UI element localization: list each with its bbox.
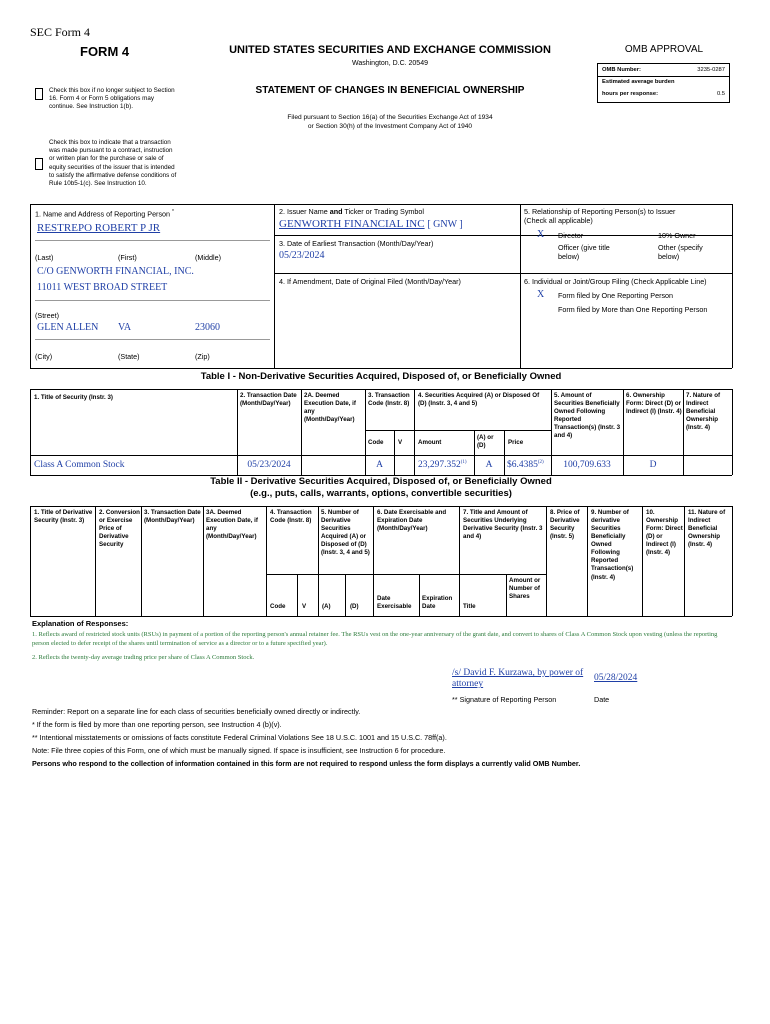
t2-col-derivative-owned: 9. Number of derivative Securities Beneficially Owned Following Reported Transaction(s) (Instr. 4)	[591, 509, 634, 581]
t1-sub-amount: Amount	[418, 439, 442, 446]
director-label: Director	[558, 231, 584, 240]
t2-sub-code: Code	[270, 603, 286, 610]
footnote-2: 2. Reflects the twenty-day average trading price per share of Class A Common Stock.	[32, 654, 255, 661]
t1-sub-aord: (A) or (D)	[477, 434, 494, 450]
t2-col-date: 3. Transaction Date (Month/Day/Year)	[144, 509, 201, 525]
last-label: (Last)	[35, 253, 54, 262]
box3-label: 3. Date of Earliest Transaction (Month/Day/Year)	[279, 239, 434, 248]
box1-label: 1. Name and Address of Reporting Person *	[35, 209, 174, 219]
t2-col-price: 8. Price of Derivative Security (Instr. 5)	[550, 509, 580, 541]
t2-col-nature: 11. Nature of Indirect Beneficial Ownership (Instr. 4)	[688, 509, 726, 549]
table1-title: Table I - Non-Derivative Securities Acquired, Disposed of, or Beneficially Owned	[200, 371, 562, 382]
t2-col-title: 1. Title of Derivative Security (Instr. 3)	[34, 509, 93, 525]
earliest-transaction-date: 05/23/2024	[279, 250, 325, 261]
note-instruction: * If the form is filed by more than one reporting person, see Instruction 4 (b)(v).	[32, 720, 282, 729]
checkbox1-text: Check this box if no longer subject to Section 16. Form 4 or Form 5 obligations may continue. See Instruction 1(b).	[49, 87, 175, 111]
reporting-person-name[interactable]: RESTREPO ROBERT P JR	[37, 222, 161, 234]
box4-label: 4. If Amendment, Date of Original Filed (Month/Day/Year)	[279, 277, 461, 286]
table2-title: Table II - Derivative Securities Acquired, Disposed of, or Beneficially Owned (e.g., puts, calls, warrants, options, convertible securities)	[210, 476, 552, 500]
city-value: GLEN ALLEN	[37, 322, 99, 333]
footnote-1: 1. Reflects award of restricted stock units (RSUs) in payment of a portion of the reporting person's annual retainer fee. The RSUs vest on the one-year anniversary of the grant date, and convert to shares of Class A Common Stock upon vesting (unless the reporting person elected to defer receipt of the shares until termination of service as a director or to a future specified year).	[32, 631, 718, 647]
address-line-1: C/O GENWORTH FINANCIAL, INC.	[37, 266, 194, 277]
note-reminder: Reminder: Report on a separate line for each class of securities beneficially owned directly or indirectly.	[32, 707, 361, 716]
date-label: Date	[594, 695, 610, 704]
top-label: SEC Form 4	[30, 25, 91, 39]
t1-col-code: 3. Transaction Code (Instr. 8)	[368, 392, 410, 408]
t2-sub-amount: Amount or Number of Shares	[509, 577, 541, 601]
agency-title: UNITED STATES SECURITIES AND EXCHANGE COMMISSION	[229, 44, 551, 56]
t2-col-exercisable: 6. Date Exercisable and Expiration Date (Month/Day/Year)	[377, 509, 447, 533]
rule-10b5-checkbox[interactable]	[35, 158, 43, 170]
middle-label: (Middle)	[195, 253, 221, 262]
signature-label: ** Signature of Reporting Person	[452, 695, 557, 704]
t2-sub-date-exercisable: Date Exercisable	[377, 595, 412, 611]
t1-sub-price: Price	[508, 439, 524, 446]
t2-sub-d: (D)	[350, 603, 359, 610]
t1-col-owned: 5. Amount of Securities Beneficially Owned Following Reported Transaction(s) (Instr. 3 and 4)	[554, 392, 621, 440]
box6-label: 6. Individual or Joint/Group Filing (Check Applicable Line)	[524, 277, 707, 286]
city-label: (City)	[35, 352, 53, 361]
first-label: (First)	[118, 253, 137, 262]
signature-name: /s/ David F. Kurzawa, by power of attorney	[452, 668, 584, 690]
t1-col-form: 6. Ownership Form: Direct (D) or Indirect (I) (Instr. 4)	[626, 392, 682, 416]
officer-label: Officer (give title below)	[558, 243, 610, 262]
t1-col-date: 2. Transaction Date (Month/Day/Year)	[240, 392, 297, 408]
one-person-check-mark: X	[537, 289, 545, 300]
agency-location: Washington, D.C. 20549	[351, 60, 428, 67]
filed-pursuant: Filed pursuant to Section 16(a) of the Securities Exchange Act of 1934 or Section 30(h) of the Investment Company Act of 1940	[287, 114, 493, 131]
other-label: Other (specify below)	[658, 243, 703, 262]
ten-percent-owner-label: 10% Owner	[658, 231, 696, 240]
note-copies: Note: File three copies of this Form, one of which must be manually signed. If space is insufficient, see Instruction 6 for procedure.	[32, 746, 446, 755]
more-person-label: Form filed by More than One Reporting Person	[558, 305, 708, 314]
t2-col-conversion: 2. Conversion or Exercise Price of Derivative Security	[99, 509, 140, 549]
checkbox2-text: Check this box to indicate that a transaction was made pursuant to a contract, instruction or written plan for the purchase or sale of equity securities of the issuer that is intended to satisfy the affirmative defense conditions of Rule 10b5-1(c). See Instruction 10.	[49, 139, 177, 187]
omb-approval-box: OMB Number: 3235-0287 Estimated average burden hours per response: 0.5	[597, 63, 730, 103]
t1-col-nature: 7. Nature of Indirect Beneficial Ownership (Instr. 4)	[686, 392, 721, 432]
no-longer-subject-checkbox[interactable]	[35, 88, 43, 100]
director-check-mark: X	[537, 229, 545, 240]
omb-title: OMB APPROVAL	[624, 44, 704, 55]
zip-label: (Zip)	[195, 352, 210, 361]
t2-col-form: 10. Ownership Form: Direct (D) or Indirect (I) (Instr. 4)	[646, 509, 683, 557]
t2-col-code: 4. Transaction Code (Instr. 8)	[270, 509, 312, 525]
t1-sub-code: Code	[368, 439, 384, 446]
zip-value: 23060	[195, 322, 220, 333]
t2-col-underlying: 7. Title and Amount of Securities Underlying Derivative Security (Instr. 3 and 4)	[463, 509, 543, 541]
one-person-label: Form filed by One Reporting Person	[558, 291, 674, 300]
t2-col-deemed: 3A. Deemed Execution Date, if any (Month/Day/Year)	[206, 509, 258, 541]
address-line-2: 11011 WEST BROAD STREET	[37, 282, 168, 293]
state-label: (State)	[118, 352, 140, 361]
t2-sub-v: V	[302, 603, 307, 610]
t2-sub-a: (A)	[322, 603, 331, 610]
t2-col-number: 5. Number of Derivative Securities Acquired (A) or Disposed of (D) (Instr. 3, 4 and 5)	[321, 509, 370, 557]
t2-sub-expiration: Expiration Date	[422, 595, 453, 611]
signature-date: 05/28/2024	[594, 673, 638, 683]
form-title: FORM 4	[80, 44, 130, 59]
explanation-title: Explanation of Responses:	[32, 619, 129, 628]
t1-col-deemed: 2A. Deemed Execution Date, if any (Month/Day/Year)	[304, 392, 356, 424]
issuer-name[interactable]: GENWORTH FINANCIAL INC [ GNW ]	[279, 218, 463, 230]
t2-sub-title: Title	[463, 603, 476, 610]
box2-label: 2. Issuer Name and Ticker or Trading Symbol	[279, 207, 425, 216]
t1-col-title: 1. Title of Security (Instr. 3)	[34, 394, 113, 401]
box5-label: 5. Relationship of Reporting Person(s) to Issuer (Check all applicable)	[524, 207, 676, 226]
state-value: VA	[118, 322, 132, 333]
statement-title: STATEMENT OF CHANGES IN BENEFICIAL OWNERSHIP	[255, 85, 525, 96]
street-label: (Street)	[35, 311, 59, 320]
t1-sub-v: V	[398, 439, 403, 446]
note-omb: Persons who respond to the collection of information contained in this form are not required to respond unless the form displays a currently valid OMB Number.	[32, 759, 581, 768]
t1-col-acquired: 4. Securities Acquired (A) or Disposed Of (D) (Instr. 3, 4 and 5)	[418, 392, 540, 408]
note-misstatements: ** Intentional misstatements or omissions of facts constitute Federal Criminal Violations See 18 U.S.C. 1001 and 15 U.S.C. 78ff(a).	[32, 733, 447, 742]
